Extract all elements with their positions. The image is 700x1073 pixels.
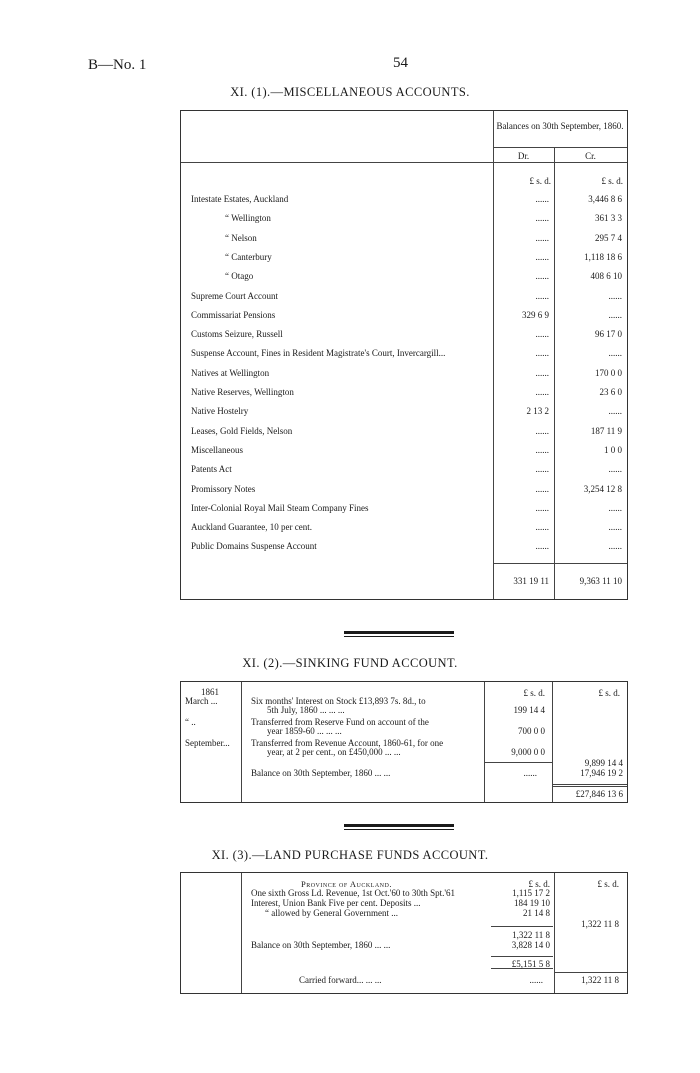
misc-row-cr: ...... [608, 290, 622, 301]
land-line-text: One sixth Gross Ld. Revenue, 1st Oct.'60 to 30th Spt.'61 [251, 888, 455, 898]
sinking-entry-text-cont: year 1859-60 ... ... ... [267, 726, 342, 736]
misc-row-label: Customs Seizure, Russell [191, 329, 283, 340]
misc-row-label: Miscellaneous [191, 444, 243, 455]
misc-row-label: “ Otago [225, 271, 254, 282]
misc-row-label: “ Nelson [225, 232, 257, 243]
sinking-year: 1861 [201, 687, 219, 697]
misc-total-cr: 9,363 11 10 [579, 576, 622, 586]
land-balance: 3,828 14 0 [511, 940, 550, 950]
misc-row-cr: 170 0 0 [595, 367, 622, 378]
misc-row-cr: 23 6 0 [599, 387, 622, 397]
land-line-text: Interest, Union Bank Five per cent. Deposits ... [251, 898, 421, 908]
misc-row-cr: 1,118 18 6 [584, 251, 622, 262]
section-separator-thin [344, 829, 454, 830]
land-line-text: “ allowed by General Government ... [265, 908, 398, 918]
misc-row-label: “ Canterbury [225, 251, 272, 262]
misc-row-dr: ...... [535, 367, 549, 378]
misc-row-dr: ...... [535, 251, 549, 262]
cr-unit: £ s. d. [601, 176, 623, 186]
misc-row-label: Commissariat Pensions [191, 309, 276, 320]
land-balance-label: Balance on 30th September, 1860 ... ... [251, 940, 391, 950]
land-purchase-table [180, 872, 628, 994]
misc-row-dr: ...... [535, 522, 549, 533]
sinking-title: XI. (2).—SINKING FUND ACCOUNT. [242, 656, 458, 670]
sinking-entry-text-cont: year, at 2 per cent., on £450,000 ... ... [267, 747, 401, 757]
misc-row-cr: 96 17 0 [595, 329, 622, 340]
misc-row-cr: 187 11 9 [590, 425, 622, 436]
misc-total-dr: 331 19 11 [513, 576, 549, 586]
sinking-entry-date: March ... [185, 696, 218, 706]
misc-row-dr: ...... [535, 213, 549, 224]
dr-unit: £ s. d. [529, 176, 551, 186]
land-line-amount: 21 14 8 [523, 908, 550, 918]
sinking-unit-2: £ s. d. [598, 688, 620, 698]
misc-row-dr: ...... [535, 483, 549, 494]
misc-row-label: Public Domains Suspense Account [191, 541, 317, 552]
sinking-entry-text: Transferred from Reserve Fund on account of the [251, 717, 429, 727]
sinking-balance-dots: ...... [523, 768, 537, 778]
misc-row-cr: ...... [608, 309, 622, 320]
sinking-entry-amount: 199 14 4 [513, 705, 545, 715]
sinking-unit-1: £ s. d. [523, 688, 545, 698]
misc-row-label: Suspense Account, Fines in Resident Magistrate's Court, Invercargill... [191, 348, 446, 359]
land-total: £5,151 5 8 [511, 959, 550, 969]
carried-forward-label: Carried forward... ... ... [299, 975, 382, 985]
misc-row-dr: ...... [535, 348, 549, 359]
cr-header: Cr. [585, 151, 596, 161]
misc-row-cr: ...... [608, 502, 622, 513]
misc-row-label: Inter-Colonial Royal Mail Steam Company Fines [191, 502, 369, 513]
misc-row-label: Natives at Wellington [191, 367, 270, 378]
misc-row-cr: 3,254 12 8 [583, 483, 622, 494]
misc-row-label: Patents Act [191, 464, 232, 475]
misc-row-cr: 295 7 4 [595, 232, 622, 243]
misc-row-cr: 361 3 3 [595, 213, 622, 224]
misc-row-dr: ...... [535, 232, 549, 243]
sinking-entry-text-cont: 5th July, 1860 ... ... ... [267, 705, 345, 715]
misc-accounts-table [180, 110, 628, 600]
misc-row-dr: ...... [535, 194, 549, 204]
misc-row-dr: 329 6 9 [522, 309, 549, 320]
misc-row-dr: ...... [535, 271, 549, 282]
section-separator-thin [344, 636, 454, 637]
misc-row-dr: ...... [535, 502, 549, 513]
sinking-entry-date: “ .. [185, 717, 196, 727]
sinking-entry-date: September... [185, 738, 230, 748]
misc-title: XI. (1).—MISCELLANEOUS ACCOUNTS. [230, 85, 470, 99]
section-separator [344, 824, 454, 827]
carried-forward-dots: ...... [529, 975, 543, 985]
misc-row-dr: 2 13 2 [526, 406, 549, 417]
misc-row-cr: ...... [608, 522, 622, 533]
misc-row-cr: ...... [608, 541, 622, 552]
misc-row-cr: 408 6 10 [590, 271, 622, 282]
sinking-balance: 17,946 19 2 [580, 768, 623, 778]
sinking-total: £27,846 13 6 [575, 789, 623, 799]
section-separator [344, 631, 454, 634]
document-ref: B—No. 1 [88, 57, 147, 73]
misc-row-cr: ...... [608, 406, 622, 417]
misc-row-cr: ...... [608, 348, 622, 359]
misc-row-dr: ...... [535, 387, 549, 397]
misc-row-label: Supreme Court Account [191, 290, 278, 301]
land-unit-1: £ s. d. [528, 879, 550, 889]
land-title: XI. (3).—LAND PURCHASE FUNDS ACCOUNT. [211, 848, 489, 862]
sinking-fund-table [180, 681, 628, 803]
sinking-subtotal: 9,899 14 4 [584, 758, 623, 768]
province-heading: Province of Auckland. [301, 879, 392, 889]
land-side-amount: 1,322 11 8 [581, 919, 619, 929]
misc-row-label: Native Reserves, Wellington [191, 387, 294, 397]
misc-row-label: Intestate Estates, Auckland [191, 194, 289, 204]
dr-header: Dr. [517, 151, 530, 161]
sinking-entry-text: Six months' Interest on Stock £13,893 7s. 8d., to [251, 696, 426, 706]
page-number: 54 [393, 55, 408, 71]
carried-forward-amount: 1,322 11 8 [581, 975, 619, 985]
land-line-amount: 184 19 10 [514, 898, 550, 908]
misc-row-label: “ Wellington [225, 213, 271, 224]
balances-column-header: Balances on 30th September, 1860. [496, 121, 624, 131]
sinking-entry-text: Transferred from Revenue Account, 1860-61, for one [251, 738, 444, 748]
sinking-entry-amount: 9,000 0 0 [511, 747, 545, 757]
land-subtotal: 1,322 11 8 [512, 930, 550, 940]
misc-row-dr: ...... [535, 290, 549, 301]
misc-row-dr: ...... [535, 425, 549, 436]
misc-row-label: Promissory Notes [191, 483, 256, 494]
misc-row-dr: ...... [535, 541, 549, 552]
misc-row-label: Leases, Gold Fields, Nelson [191, 425, 293, 436]
sinking-entry-amount: 700 0 0 [518, 726, 545, 736]
misc-row-cr: 1 0 0 [604, 444, 622, 455]
misc-row-dr: ...... [535, 444, 549, 455]
land-line-amount: 1,115 17 2 [512, 888, 550, 898]
misc-row-dr: ...... [535, 329, 549, 340]
land-unit-2: £ s. d. [597, 879, 619, 889]
sinking-balance-label: Balance on 30th September, 1860 ... ... [251, 768, 391, 778]
misc-row-cr: ...... [608, 464, 622, 475]
misc-row-label: Auckland Guarantee, 10 per cent. [191, 522, 312, 533]
misc-row-cr: 3,446 8 6 [588, 194, 622, 204]
misc-row-label: Native Hostelry [191, 406, 249, 417]
misc-row-dr: ...... [535, 464, 549, 475]
